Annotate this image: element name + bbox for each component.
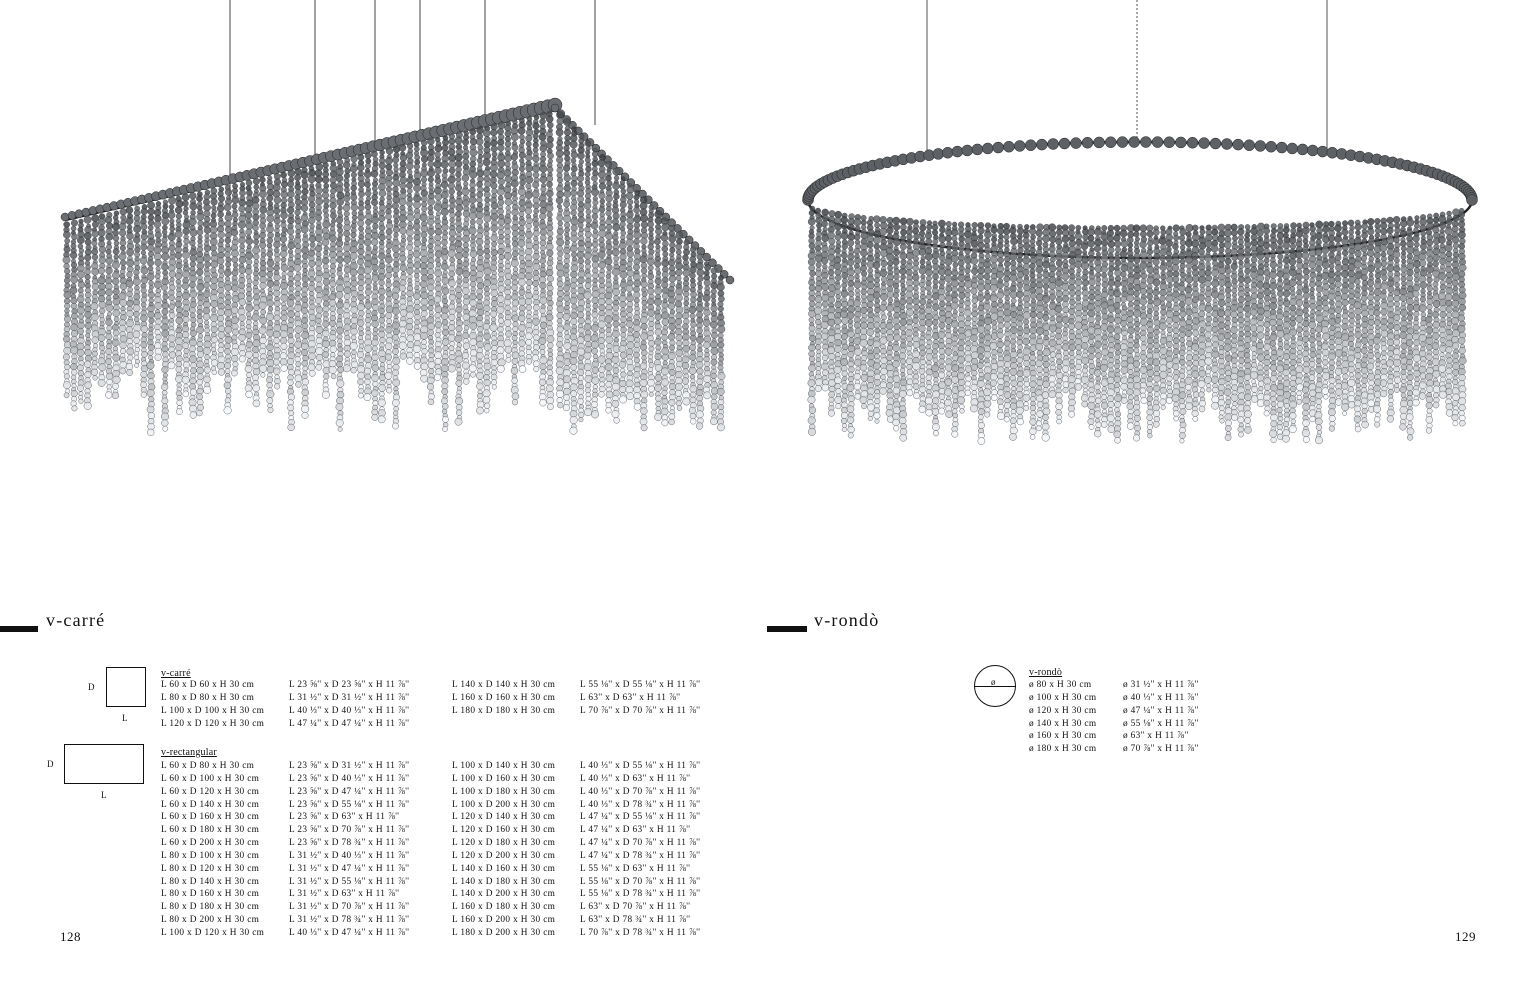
spec-line: L 100 x D 100 x H 30 cm [161,705,265,716]
spec-col-rect-metric [161,760,264,940]
square-crystal-chandelier-icon [55,0,745,470]
spec-line: L 180 x D 200 x H 30 cm [452,927,556,938]
spec-line: L 70 ⅞'' x D 70 ⅞'' x H 11 ⅞'' [580,705,701,716]
spec-line: ø 140 x H 30 cm [1029,718,1097,729]
square-diagram [106,667,146,707]
spec-line: L 40 ⅓'' x D 78 ¾'' x H 11 ⅞'' [580,799,701,810]
spec-col-rondo-metric [1029,679,1096,756]
title-bar [767,626,807,632]
rect-diagram-depth-label: D [47,759,54,769]
spec-line: L 23 ⅝'' x D 70 ⅞'' x H 11 ⅞'' [289,825,410,836]
spec-line: L 60 x D 80 x H 30 cm [161,761,255,771]
spec-line: ø 47 ¼'' x H 11 ⅞'' [1123,705,1199,716]
spec-line: L 60 x D 100 x H 30 cm [161,773,260,784]
spec-line: L 60 x D 120 x H 30 cm [161,786,260,797]
title-bar [0,626,38,632]
spec-line: L 60 x D 60 x H 30 cm [161,680,255,690]
spec-line: L 23 ⅝'' x D 78 ¾'' x H 11 ⅞'' [289,838,410,849]
spec-line: L 63'' x D 78 ¾'' x H 11 ⅞'' [580,915,691,926]
spec-line: L 120 x D 140 x H 30 cm [452,812,556,823]
square-chandelier-photo [55,0,745,470]
spec-line: L 31 ½'' x D 31 ½'' x H 11 ⅞'' [289,692,410,703]
spec-label-carre: v-carré [161,668,191,679]
spec-line: L 55 ⅛'' x D 63'' x H 11 ⅞'' [580,863,691,874]
spec-line: L 80 x D 80 x H 30 cm [161,692,255,703]
spec-line: L 55 ⅛'' x D 70 ⅞'' x H 11 ⅞'' [580,876,701,887]
spec-line: L 31 ½'' x D 78 ¾'' x H 11 ⅞'' [289,915,410,926]
left-page [0,0,767,990]
spec-line: L 80 x D 100 x H 30 cm [161,850,260,861]
diameter-line [974,686,1016,687]
spec-line: L 40 ⅓'' x D 40 ⅓'' x H 11 ⅞'' [289,705,410,716]
spec-line: L 160 x D 160 x H 30 cm [452,692,556,703]
round-chandelier-photo [802,0,1482,470]
spec-col-carre-metric [161,679,264,730]
spec-line: L 140 x D 200 x H 30 cm [452,889,556,900]
spec-label-rondo: v-rondò [1029,667,1063,678]
spec-line: L 55 ⅛'' x D 78 ¾'' x H 11 ⅞'' [580,889,701,900]
page-number: 128 [60,929,81,944]
spec-line: L 120 x D 180 x H 30 cm [452,838,556,849]
spec-line: ø 100 x H 30 cm [1029,692,1097,703]
spec-line: L 160 x D 200 x H 30 cm [452,915,556,926]
page-number: 129 [1455,929,1476,944]
spec-line: L 23 ⅝'' x D 31 ½'' x H 11 ⅞'' [289,761,410,771]
rect-diagram-length-label: L [101,790,107,800]
spec-line: ø 55 ⅛'' x H 11 ⅞'' [1123,718,1199,729]
spec-line: L 100 x D 200 x H 30 cm [452,799,556,810]
spec-line: L 31 ½'' x D 70 ⅞'' x H 11 ⅞'' [289,902,410,913]
spec-line: ø 40 ⅓'' x H 11 ⅞'' [1123,692,1199,703]
spec-line: L 23 ⅝'' x D 63'' x H 11 ⅞'' [289,812,400,823]
spec-line: L 47 ¼'' x D 63'' x H 11 ⅞'' [580,825,691,836]
spec-line: L 23 ⅝'' x D 23 ⅝'' x H 11 ⅞'' [289,680,410,690]
spec-col-carre-metric-2 [452,679,555,718]
spec-line: ø 120 x H 30 cm [1029,705,1097,716]
spec-line: L 47 ¼'' x D 47 ¼'' x H 11 ⅞'' [289,718,410,729]
spec-line: ø 31 ½'' x H 11 ⅞'' [1123,680,1199,690]
round-crystal-chandelier-icon [802,0,1482,470]
spec-label-rectangular: v-rectangular [161,747,217,758]
spec-line: ø 80 x H 30 cm [1029,680,1092,690]
spec-line: L 40 ⅓'' x D 63'' x H 11 ⅞'' [580,773,691,784]
spec-line: ø 70 ⅞'' x H 11 ⅞'' [1123,744,1199,755]
spec-line: L 31 ½'' x D 40 ⅓'' x H 11 ⅞'' [289,850,410,861]
spec-line: L 180 x D 180 x H 30 cm [452,705,556,716]
spec-line: ø 180 x H 30 cm [1029,744,1097,755]
page-title: v-carré [46,610,106,630]
spec-line: ø 160 x H 30 cm [1029,731,1097,742]
spec-line: ø 63'' x H 11 ⅞'' [1123,731,1189,742]
spec-line: L 100 x D 140 x H 30 cm [452,761,556,771]
spec-col-carre-imperial [289,679,409,730]
spec-line: L 80 x D 120 x H 30 cm [161,863,260,874]
spec-line: L 23 ⅝'' x D 55 ⅛'' x H 11 ⅞'' [289,799,410,810]
spec-line: L 120 x D 200 x H 30 cm [452,850,556,861]
spec-col-rect-imperial [289,760,409,940]
spec-line: L 63'' x D 70 ⅞'' x H 11 ⅞'' [580,902,691,913]
rectangular-diagram [64,744,144,784]
spec-line: L 60 x D 200 x H 30 cm [161,838,260,849]
right-page [767,0,1535,990]
spec-line: L 80 x D 200 x H 30 cm [161,915,260,926]
spec-line: L 40 ⅓'' x D 70 ⅞'' x H 11 ⅞'' [580,786,701,797]
spec-line: L 100 x D 160 x H 30 cm [452,773,556,784]
spec-line: L 160 x D 180 x H 30 cm [452,902,556,913]
spec-line: L 60 x D 140 x H 30 cm [161,799,260,810]
spec-line: L 23 ⅝'' x D 47 ¼'' x H 11 ⅞'' [289,786,410,797]
spec-line: L 47 ¼'' x D 78 ¾'' x H 11 ⅞'' [580,850,701,861]
spec-line: L 63'' x D 63'' x H 11 ⅞'' [580,692,681,703]
spec-line: L 120 x D 160 x H 30 cm [452,825,556,836]
spec-line: L 40 ⅓'' x D 47 ¼'' x H 11 ⅞'' [289,927,410,938]
diagram-length-label: L [122,713,128,723]
spec-col-rondo-imperial [1123,679,1199,756]
diagram-depth-label: D [88,682,95,692]
spec-line: L 47 ¼'' x D 55 ⅛'' x H 11 ⅞'' [580,812,701,823]
spec-line: L 47 ¼'' x D 70 ⅞'' x H 11 ⅞'' [580,838,701,849]
spec-line: L 100 x D 180 x H 30 cm [452,786,556,797]
spec-line: L 140 x D 160 x H 30 cm [452,863,556,874]
spec-line: L 80 x D 180 x H 30 cm [161,902,260,913]
spec-line: L 31 ½'' x D 47 ¼'' x H 11 ⅞'' [289,863,410,874]
spec-col-rect-metric-2 [452,760,555,940]
spec-line: L 60 x D 160 x H 30 cm [161,812,260,823]
spec-line: L 100 x D 120 x H 30 cm [161,927,265,938]
page-title: v-rondò [814,610,880,630]
spec-line: L 40 ⅓'' x D 55 ⅛'' x H 11 ⅞'' [580,761,701,771]
spec-line: L 55 ⅛'' x D 55 ⅛'' x H 11 ⅞'' [580,680,701,690]
spec-line: L 140 x D 180 x H 30 cm [452,876,556,887]
spec-line: L 70 ⅞'' x D 78 ¾'' x H 11 ⅞'' [580,927,701,938]
diameter-symbol: ø [991,677,996,687]
spec-line: L 140 x D 140 x H 30 cm [452,680,556,690]
spec-line: L 80 x D 160 x H 30 cm [161,889,260,900]
spec-col-rect-imperial-2 [580,760,700,940]
spec-col-carre-imperial-2 [580,679,700,718]
spec-line: L 23 ⅝'' x D 40 ⅓'' x H 11 ⅞'' [289,773,410,784]
spec-line: L 31 ½'' x D 63'' x H 11 ⅞'' [289,889,400,900]
spec-line: L 60 x D 180 x H 30 cm [161,825,260,836]
spec-line: L 31 ½'' x D 55 ⅛'' x H 11 ⅞'' [289,876,410,887]
spec-line: L 80 x D 140 x H 30 cm [161,876,260,887]
spec-line: L 120 x D 120 x H 30 cm [161,718,265,729]
